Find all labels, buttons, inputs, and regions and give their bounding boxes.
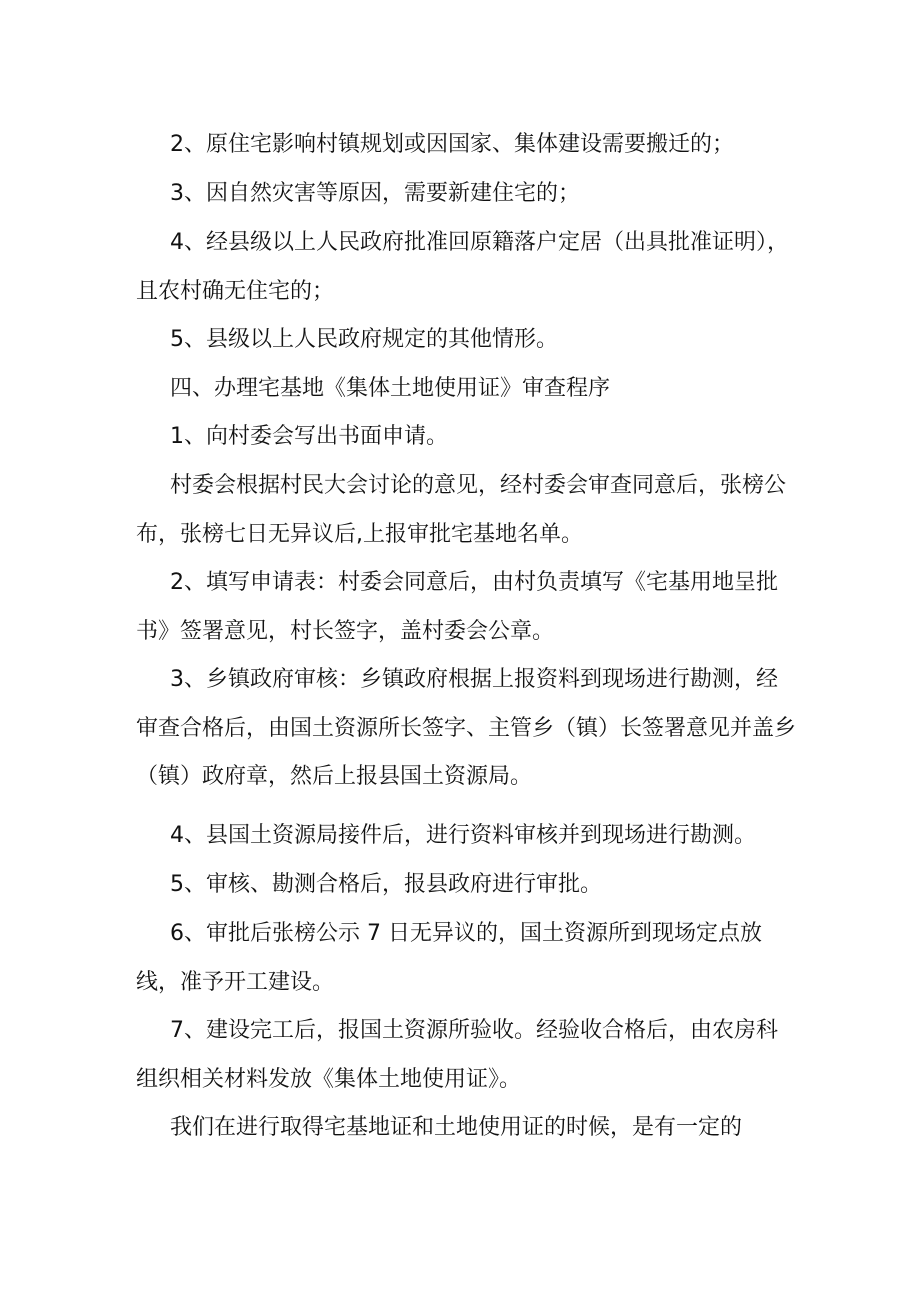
paragraph-item-2: 2、原住宅影响村镇规划或因国家、集体建设需要搬迁的；: [170, 132, 734, 157]
procedure-step-7: 7、建设完工后，报国土资源所验收。经验收合格后，由农房科组织相关材料发放《集体土地使用证》。: [136, 1018, 778, 1092]
procedure-step-4: 4、县国土资源局接件后，进行资料审核并到现场进行勘测。: [170, 823, 756, 848]
paragraph-item-5: 5、县级以上人民政府规定的其他情形。: [170, 327, 558, 352]
procedure-step-1: 1、向村委会写出书面申请。: [170, 424, 448, 449]
paragraph-item-3: 3、因自然灾害等原因，需要新建住宅的；: [170, 181, 580, 206]
procedure-step-2: 2、填写申请表：村委会同意后，由村负责填写《宅基用地呈批书》签署意见，村长签字，盖村委会公章。: [136, 570, 778, 644]
section-heading: 四、办理宅基地《集体土地使用证》审查程序: [170, 376, 611, 401]
procedure-step-3: 3、乡镇政府审核：乡镇政府根据上报资料到现场进行勘测，经审查合格后，由国土资源所长签字、主管乡（镇）长签署意见并盖乡（镇）政府章，然后上报县国土资源局。: [136, 667, 797, 789]
closing-paragraph: 我们在进行取得宅基地证和土地使用证的时候，是有一定的: [170, 1115, 743, 1140]
procedure-step-1-detail: 村委会根据村民大会讨论的意见，经村委会审查同意后，张榜公布，张榜七日无异议后,上报审批宅基地名单。: [136, 473, 787, 547]
paragraph-item-4: 4、经县级以上人民政府批准回原籍落户定居（出具批准证明），且农村确无住宅的；: [136, 230, 789, 304]
procedure-step-6: 6、审批后张榜公示 7 日无异议的，国土资源所到现场定点放线，准予开工建设。: [136, 921, 762, 995]
procedure-step-5: 5、审核、勘测合格后，报县政府进行审批。: [170, 872, 602, 897]
